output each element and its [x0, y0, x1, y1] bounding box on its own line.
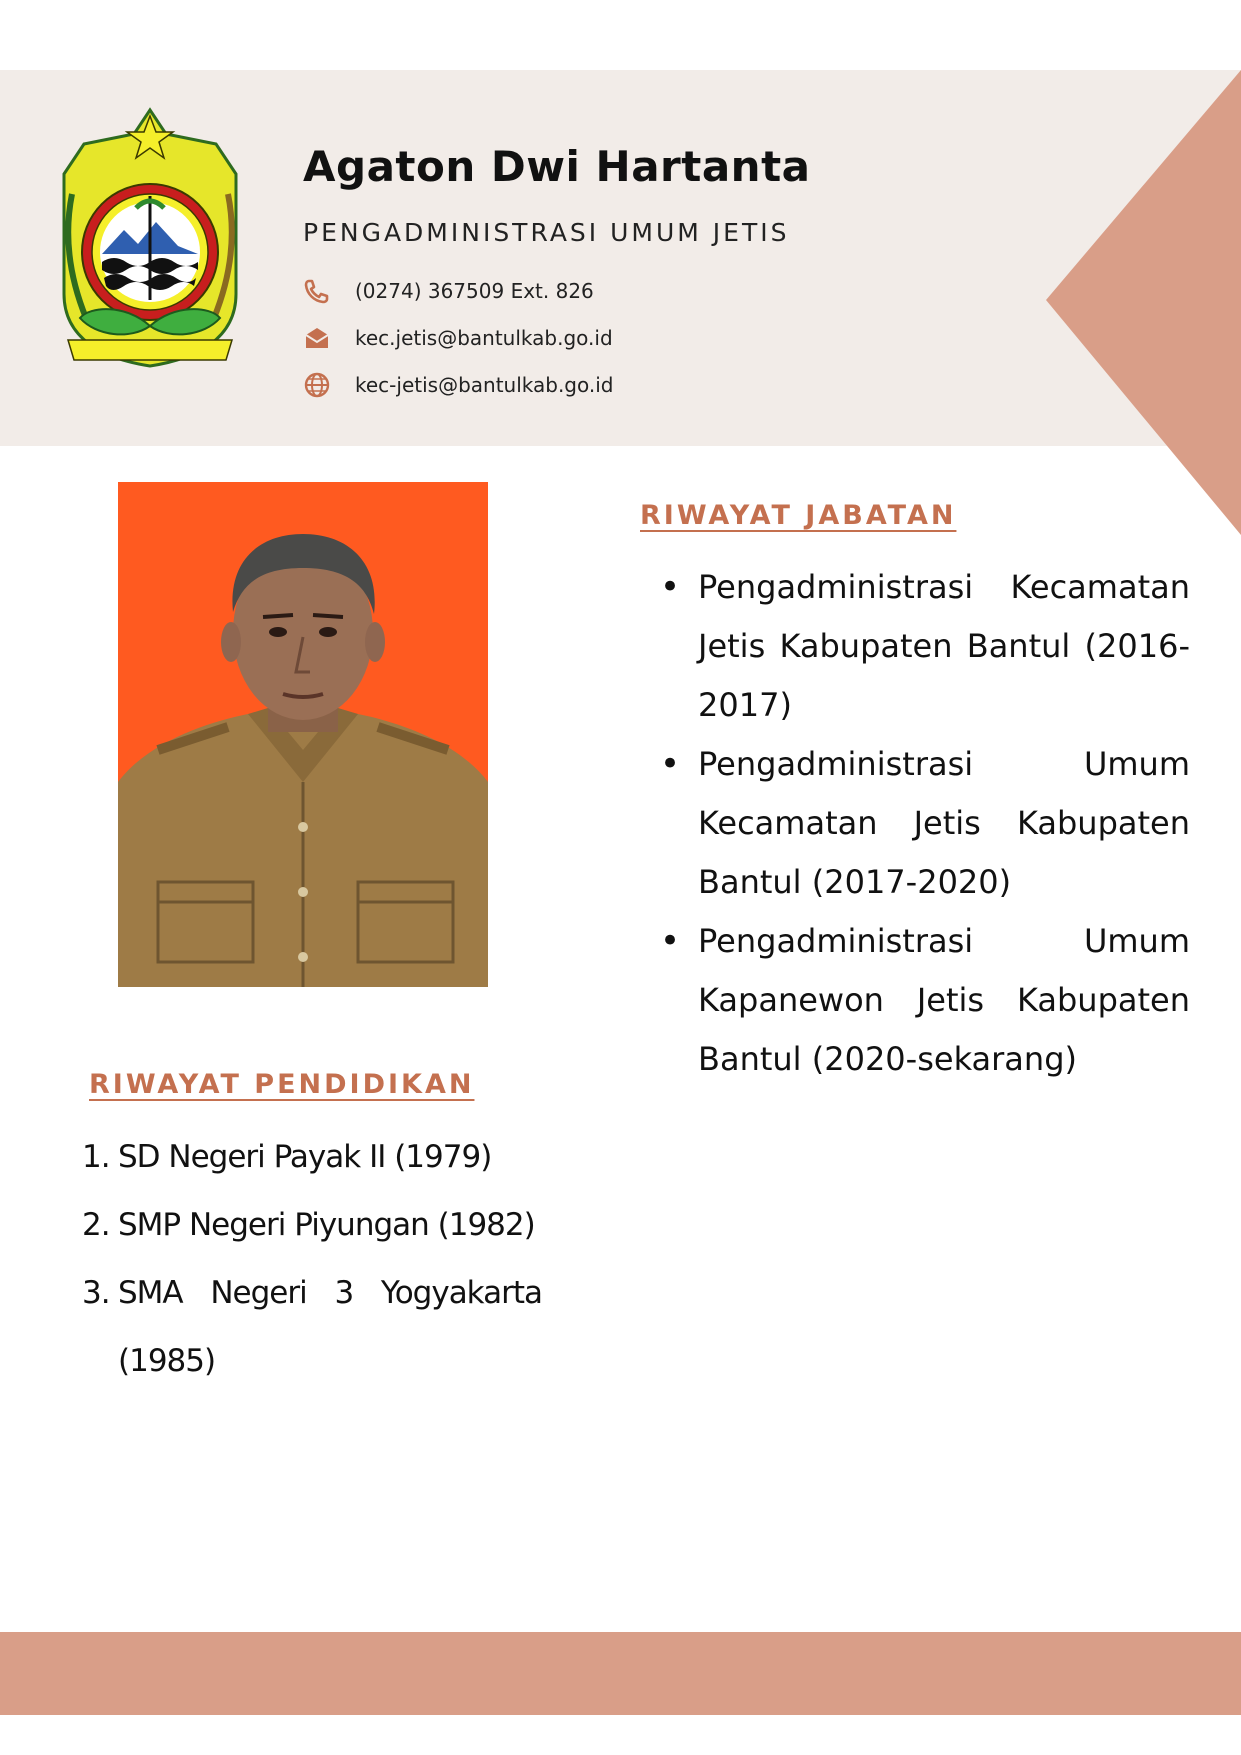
- riwayat-jabatan-list: [660, 558, 1190, 1089]
- pendidikan-item: [82, 1191, 542, 1259]
- profile-photo: [118, 482, 488, 987]
- riwayat-jabatan-title: RIWAYAT JABATAN: [640, 500, 957, 531]
- globe-icon: [303, 371, 331, 399]
- profile-job-title: PENGADMINISTRASI UMUM JETIS: [303, 218, 790, 247]
- person-portrait-illustration: [118, 482, 488, 987]
- contact-email[interactable]: [303, 323, 613, 353]
- bantul-emblem-logo: [46, 104, 254, 376]
- pendidikan-item-number: 2.: [82, 1207, 110, 1243]
- contact-email-text[interactable]: kec.jetis@bantulkab.go.id: [355, 326, 613, 350]
- jabatan-item: • Pengadministrasi Umum Kecamatan Jetis Kabupaten Bantul (2017-2020): [660, 735, 1190, 912]
- pendidikan-item-text: SD Negeri Payak II (1979): [118, 1139, 492, 1175]
- pendidikan-item: [82, 1123, 542, 1191]
- profile-name: Agaton Dwi Hartanta: [303, 142, 811, 191]
- footer-band: [0, 1632, 1241, 1715]
- riwayat-pendidikan-list: [82, 1123, 542, 1395]
- pendidikan-item: [82, 1259, 542, 1395]
- pendidikan-item-text: SMP Negeri Piyungan (1982): [118, 1207, 535, 1243]
- pendidikan-item-text: SMA Negeri 3 Yogyakarta (1985): [118, 1275, 542, 1379]
- pendidikan-item-number: 3.: [82, 1275, 110, 1311]
- mail-icon: [303, 324, 331, 352]
- contact-phone-text: (0274) 367509 Ext. 826: [355, 279, 594, 303]
- riwayat-pendidikan-title: RIWAYAT PENDIDIKAN: [89, 1069, 475, 1100]
- pendidikan-item-number: 1.: [82, 1139, 110, 1175]
- contact-phone: [303, 276, 594, 306]
- jabatan-item: • Pengadministrasi Umum Kapanewon Jetis Kabupaten Bantul (2020-sekarang): [660, 912, 1190, 1089]
- contact-website-text[interactable]: kec-jetis@bantulkab.go.id: [355, 373, 614, 397]
- contact-website[interactable]: [303, 370, 614, 400]
- phone-icon: [303, 277, 331, 305]
- jabatan-item: • Pengadministrasi Kecamatan Jetis Kabupaten Bantul (2016-2017): [660, 558, 1190, 735]
